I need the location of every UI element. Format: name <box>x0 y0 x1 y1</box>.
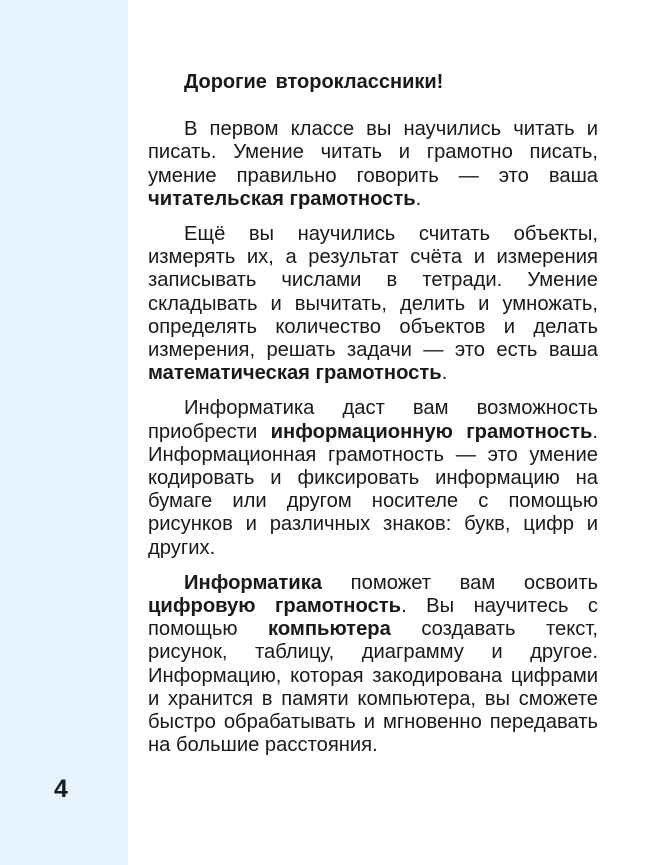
bold-term: Информатика <box>184 571 323 594</box>
margin-strip <box>0 0 128 865</box>
paragraphs <box>148 118 598 757</box>
page-content <box>148 71 598 769</box>
bold-term: математическая грамотность <box>148 362 442 385</box>
bold-term: читательская грамотность <box>148 187 416 210</box>
paragraph <box>148 397 598 559</box>
text-run: В первом классе вы научились читать и писать. Умение читать и грамотно писать, умение правильно говорить — это ваша <box>148 118 598 187</box>
text-run: Ещё вы научились считать объекты, измерять их, а результат счёта и измерения записывать числами в тетради. Умение складывать и вычитать, делить и умножать, определять количество объектов и делать измерения, решать задачи — это есть ваша <box>148 223 598 362</box>
bold-term: компьютера <box>268 618 391 641</box>
text-run: . <box>415 187 422 210</box>
paragraph <box>148 223 598 385</box>
text-run: . Информационная грамотность — это умение кодировать и фиксировать информацию на бумаге или другом носителе с помощью рисунков и различных знаков: букв, цифр и других. <box>148 420 598 559</box>
text-run: создавать текст, рисунок, таблицу, диаграмму и другое. Информацию, которая закодирована цифрами и хранится в памяти компьютера, вы сможете быстро обрабатывать и мгновенно передавать на большие расстояния. <box>148 618 598 757</box>
paragraph <box>148 572 598 758</box>
text-run: . <box>441 362 448 385</box>
bold-term: информационную грамотность <box>270 420 593 443</box>
bold-term: цифровую грамотность <box>148 595 402 618</box>
text-run: поможет вам освоить <box>322 571 598 594</box>
page-heading: Дорогие второклассники! <box>184 71 444 93</box>
paragraph <box>148 118 598 211</box>
text-run: . Вы научитесь с помощью <box>148 595 599 641</box>
text-run: Информатика даст вам возможность приобрести <box>148 397 598 443</box>
page-number: 4 <box>54 775 68 803</box>
